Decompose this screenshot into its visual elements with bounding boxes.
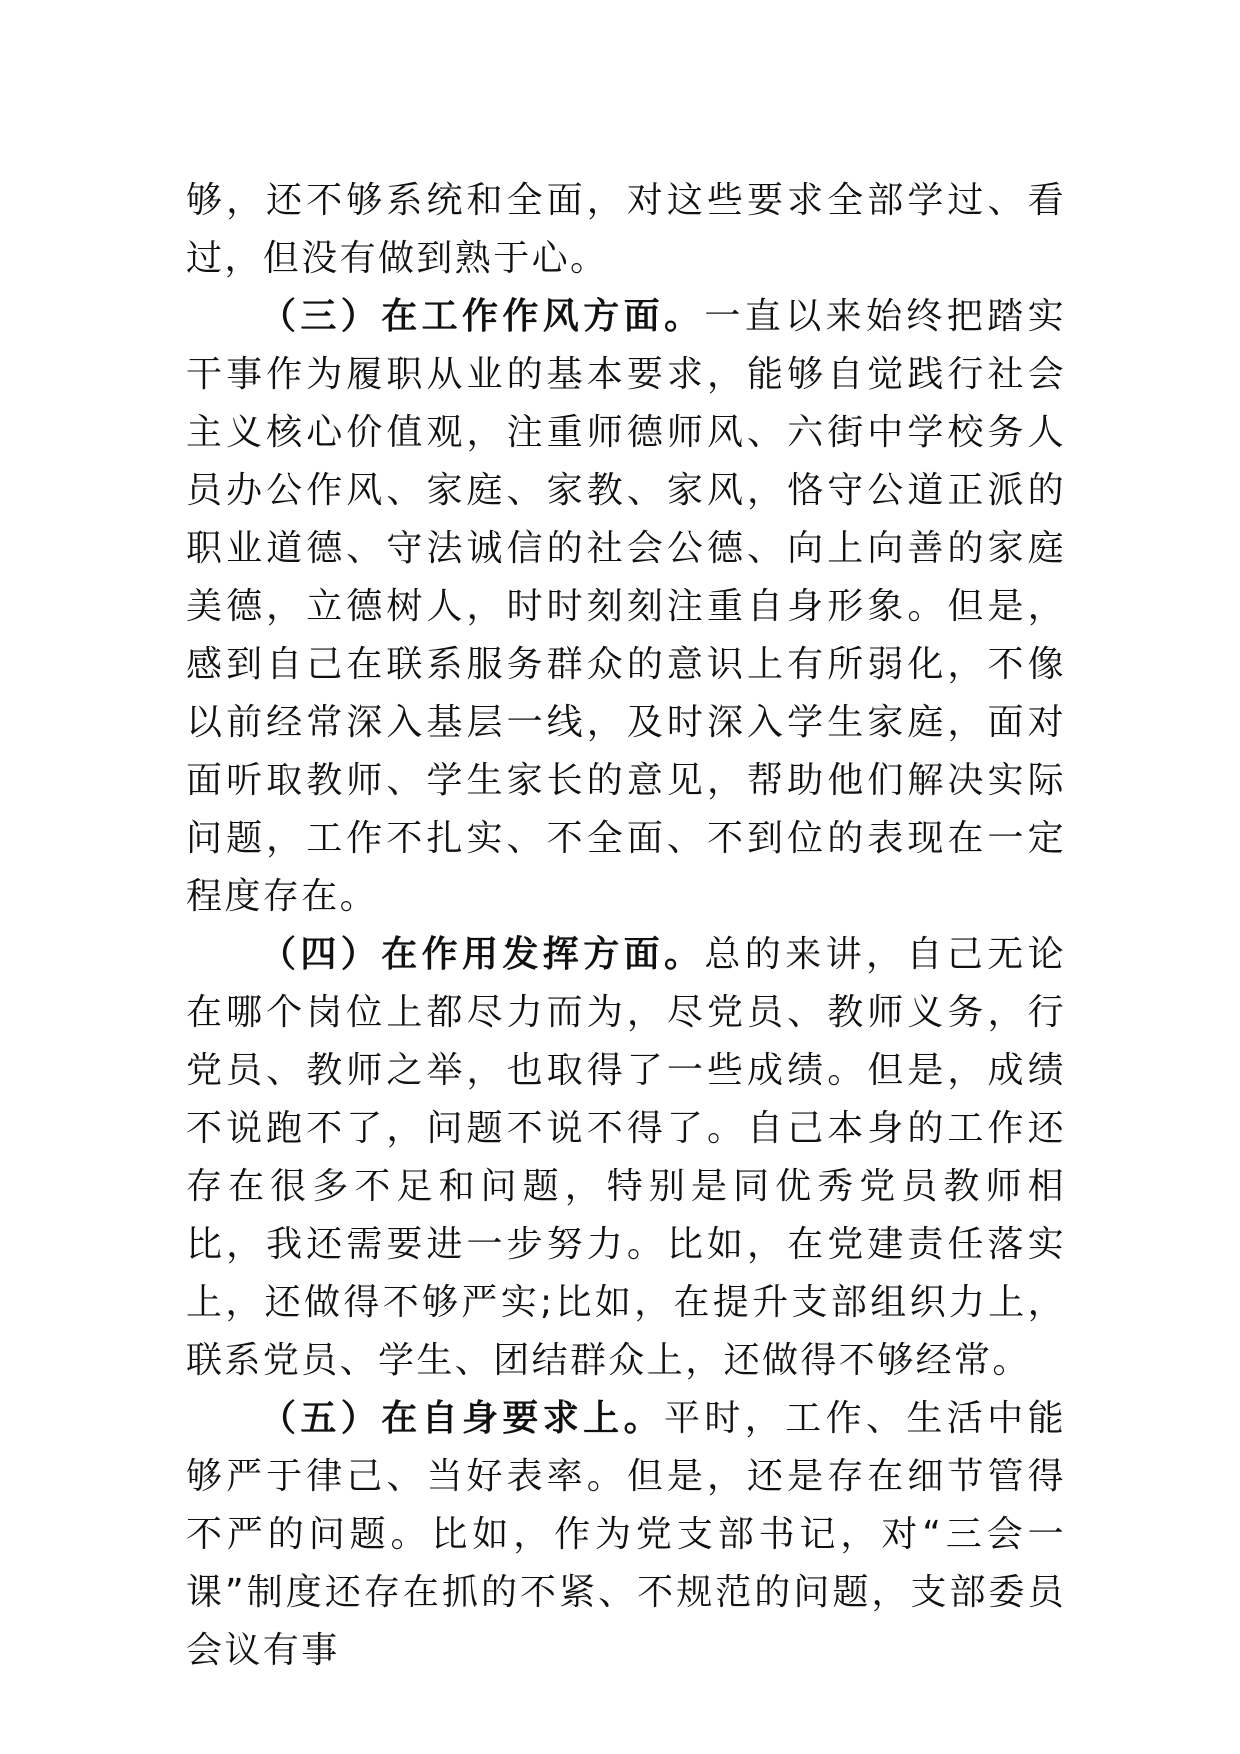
- paragraph-heading: （四）在作用发挥方面。: [260, 934, 705, 975]
- paragraph-body: 总的来讲，自己无论在哪个岗位上都尽力而为，尽党员、教师义务，行党员、教师之举，也取得了一些成绩。但是，成绩不说跑不了，问题不说不得了。自己本身的工作还存在很多不足和问题，特别是同优秀党员教师相比，我还需要进一步努力。比如，在党建责任落实上，还做得不够严实;比如，在提升支部组织力上，联系党员、学生、团结群众上，还做得不够经常。: [186, 934, 1066, 1381]
- paragraph-body: 平时，工作、生活中能够严于律己、当好表率。但是，还是存在细节管得不严的问题。比如，作为党支部书记，对“三会一课”制度还存在抓的不紧、不规范的问题，支部委员会议有事: [186, 1398, 1066, 1671]
- paragraph-body: 够，还不够系统和全面，对这些要求全部学过、看过，但没有做到熟于心。: [186, 180, 1066, 279]
- paragraph-work-style: [186, 288, 1066, 926]
- paragraph-heading: （五）在自身要求上。: [260, 1398, 664, 1439]
- paragraph-continuation: [186, 172, 1066, 288]
- paragraph-heading: （三）在工作作风方面。: [260, 296, 705, 337]
- paragraph-self-requirements: [186, 1390, 1066, 1680]
- document-body: [186, 172, 1066, 1680]
- paragraph-body: 一直以来始终把踏实干事作为履职从业的基本要求，能够自觉践行社会主义核心价值观，注重师德师风、六街中学校务人员办公作风、家庭、家教、家风，恪守公道正派的职业道德、守法诚信的社会公德、向上向善的家庭美德，立德树人，时时刻刻注重自身形象。但是，感到自己在联系服务群众的意识上有所弱化，不像以前经常深入基层一线，及时深入学生家庭，面对面听取教师、学生家长的意见，帮助他们解决实际问题，工作不扎实、不全面、不到位的表现在一定程度存在。: [186, 296, 1066, 917]
- paragraph-role-played: [186, 926, 1066, 1390]
